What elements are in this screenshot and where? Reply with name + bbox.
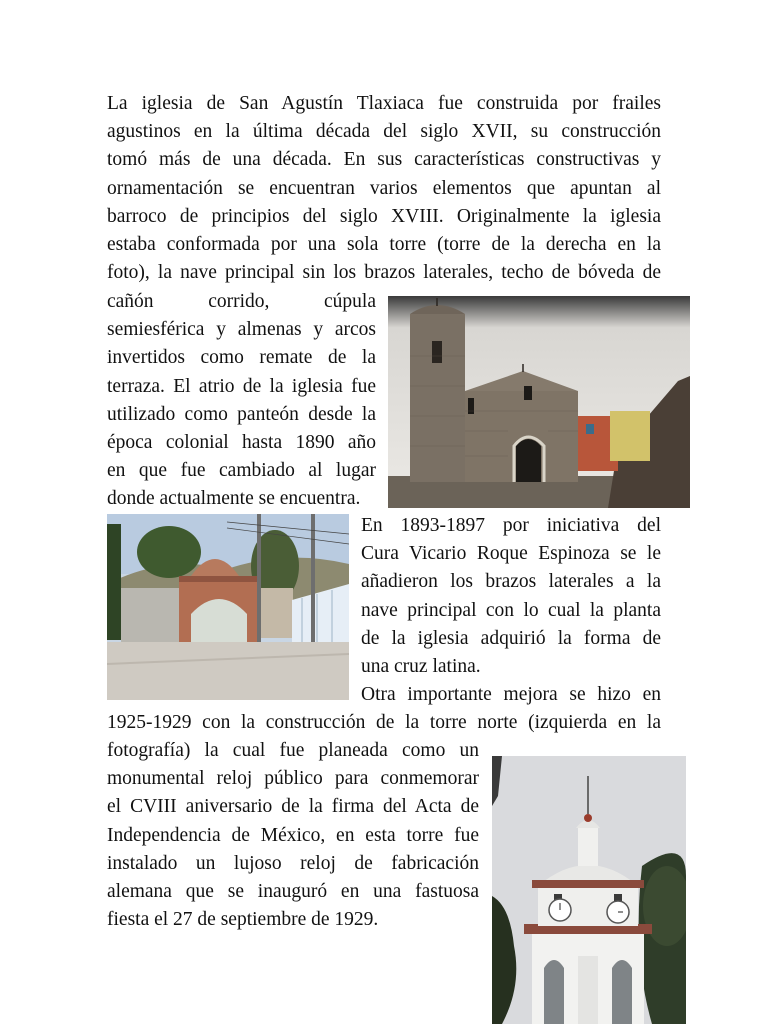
text-line: foto), la nave principal sin los brazos laterales, techo de bóveda de bbox=[107, 262, 661, 284]
text-line: La iglesia de San Agustín Tlaxiaca fue construida por frailes bbox=[107, 93, 661, 114]
text-line: monumental reloj público para conmemorar bbox=[107, 768, 479, 790]
paragraph-intro bbox=[107, 90, 661, 287]
gate-photo bbox=[107, 514, 349, 700]
text-line: 1925-1929 con la construcción de la torre norte (izquierda en la bbox=[107, 712, 661, 733]
church-photo bbox=[388, 296, 690, 508]
paragraph-intro-continued bbox=[107, 288, 376, 514]
text-line: de la iglesia adquirió la forma de bbox=[361, 627, 661, 649]
paragraph-expansion bbox=[361, 512, 661, 709]
text-line: instalado un lujoso reloj de fabricación bbox=[107, 852, 479, 874]
clock-tower-photo-icon bbox=[492, 756, 686, 1024]
text-line: semiesférica y almenas y arcos bbox=[107, 319, 376, 341]
text-line: cañón corrido, cúpula bbox=[107, 291, 376, 312]
text-line: invertidos como remate de la bbox=[107, 347, 376, 369]
text-line: Otra importante mejora se hizo en bbox=[361, 684, 661, 706]
text-line: agustinos en la última década del siglo XVII, su construcción bbox=[107, 121, 661, 143]
text-line: tomó más de una década. En sus características constructivas y bbox=[107, 149, 661, 171]
text-line: ornamentación se encuentran varios elementos que apuntan al bbox=[107, 177, 661, 199]
text-line: una cruz latina. bbox=[361, 655, 481, 677]
text-line: fotografía) la cual fue planeada como un bbox=[107, 740, 479, 761]
text-line: donde actualmente se encuentra. bbox=[107, 488, 361, 510]
tower-photo bbox=[492, 756, 686, 1024]
paragraph-clock-tower bbox=[107, 737, 479, 934]
text-line: utilizado como panteón desde la bbox=[107, 403, 376, 425]
text-line: Cura Vicario Roque Espinoza se le bbox=[361, 543, 661, 565]
text-line: en que fue cambiado al lugar bbox=[107, 460, 376, 482]
text-line: nave principal con lo cual la planta bbox=[361, 599, 661, 621]
stone-church-photo-icon bbox=[388, 296, 690, 508]
text-line: Independencia de México, en esta torre fue bbox=[107, 824, 479, 846]
text-line: terraza. El atrio de la iglesia fue bbox=[107, 375, 376, 397]
paragraph-clock-tower-intro bbox=[107, 709, 661, 737]
text-line: barroco de principios del siglo XVIII. Originalmente la iglesia bbox=[107, 205, 661, 227]
text-line: En 1893-1897 por iniciativa del bbox=[361, 515, 661, 536]
text-line: estaba conformada por una sola torre (torre de la derecha en la bbox=[107, 233, 661, 255]
text-line: época colonial hasta 1890 año bbox=[107, 431, 376, 453]
text-line: el CVIII aniversario de la firma del Acta de bbox=[107, 796, 479, 818]
atrium-gate-photo-icon bbox=[107, 514, 349, 700]
text-line: alemana que se inauguró en una fastuosa bbox=[107, 880, 479, 902]
text-line: añadieron los brazos laterales a la bbox=[361, 571, 661, 593]
text-line: fiesta el 27 de septiembre de 1929. bbox=[107, 909, 379, 931]
